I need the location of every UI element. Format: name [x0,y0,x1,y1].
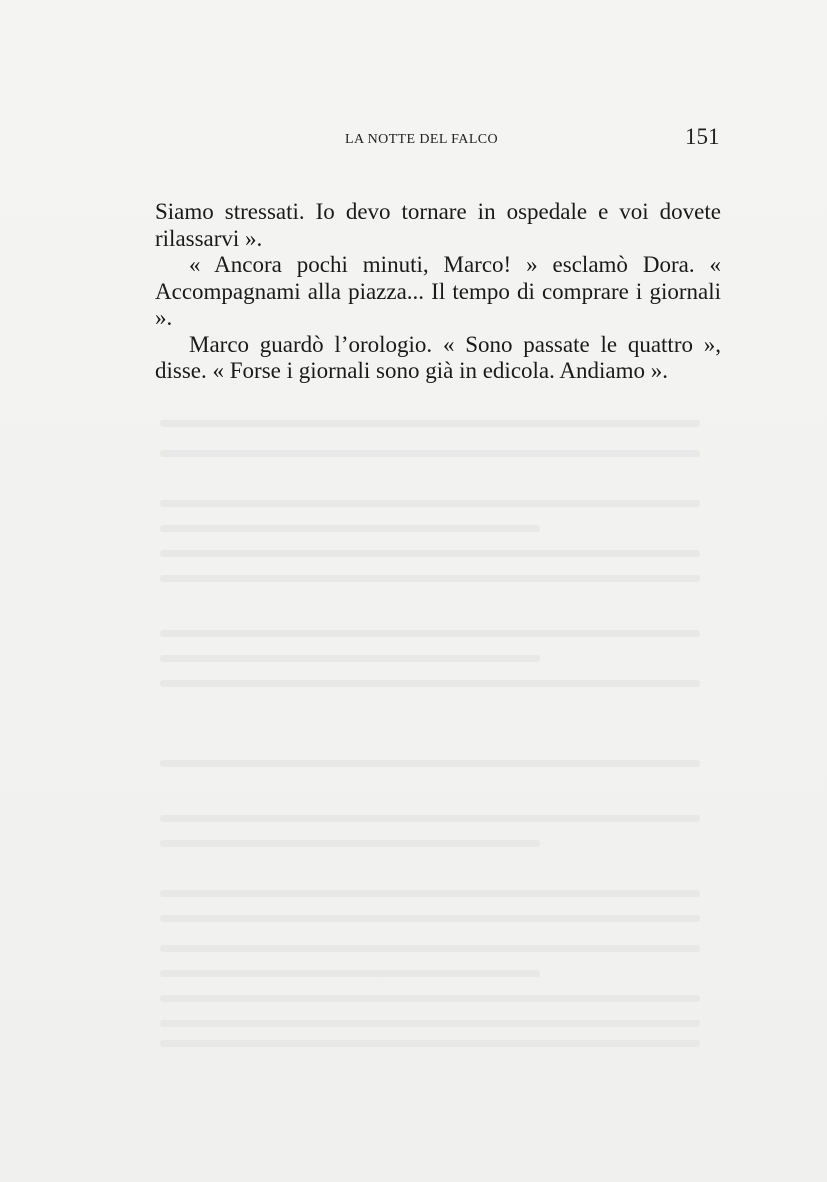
show-through-line [160,970,540,977]
show-through-line [160,760,700,767]
show-through-line [160,1020,700,1027]
show-through-line [160,995,700,1002]
show-through-line [160,450,700,457]
page-number: 151 [685,124,720,149]
show-through-line [160,630,700,637]
show-through-line [160,575,700,582]
show-through-line [160,840,540,847]
show-through-line [160,890,700,897]
running-title: LA NOTTE DEL FALCO [345,132,499,147]
show-through-line [160,815,700,822]
show-through-line [160,525,540,532]
show-through-line [160,945,700,952]
paragraph-3: Marco guardò l’orologio. « Sono passate le quattro », disse. « Forse i giornali sono già in edicola. Andiamo ». [155,331,721,383]
paragraph-2: « Ancora pochi minuti, Marco! » esclamò Dora. « Accompagnami alla piazza... Il tempo di comprare i giornali ». [155,252,721,330]
show-through-line [160,655,540,662]
show-through-line [160,915,700,922]
paragraph-1: Siamo stressati. Io devo tornare in ospedale e voi dovete rilassarvi ». [155,199,721,251]
show-through-line [160,680,700,687]
show-through-line [160,420,700,427]
show-through-texture [160,420,720,1060]
body-text [155,199,721,385]
show-through-line [160,1040,700,1047]
show-through-line [160,550,700,557]
show-through-line [160,500,700,507]
